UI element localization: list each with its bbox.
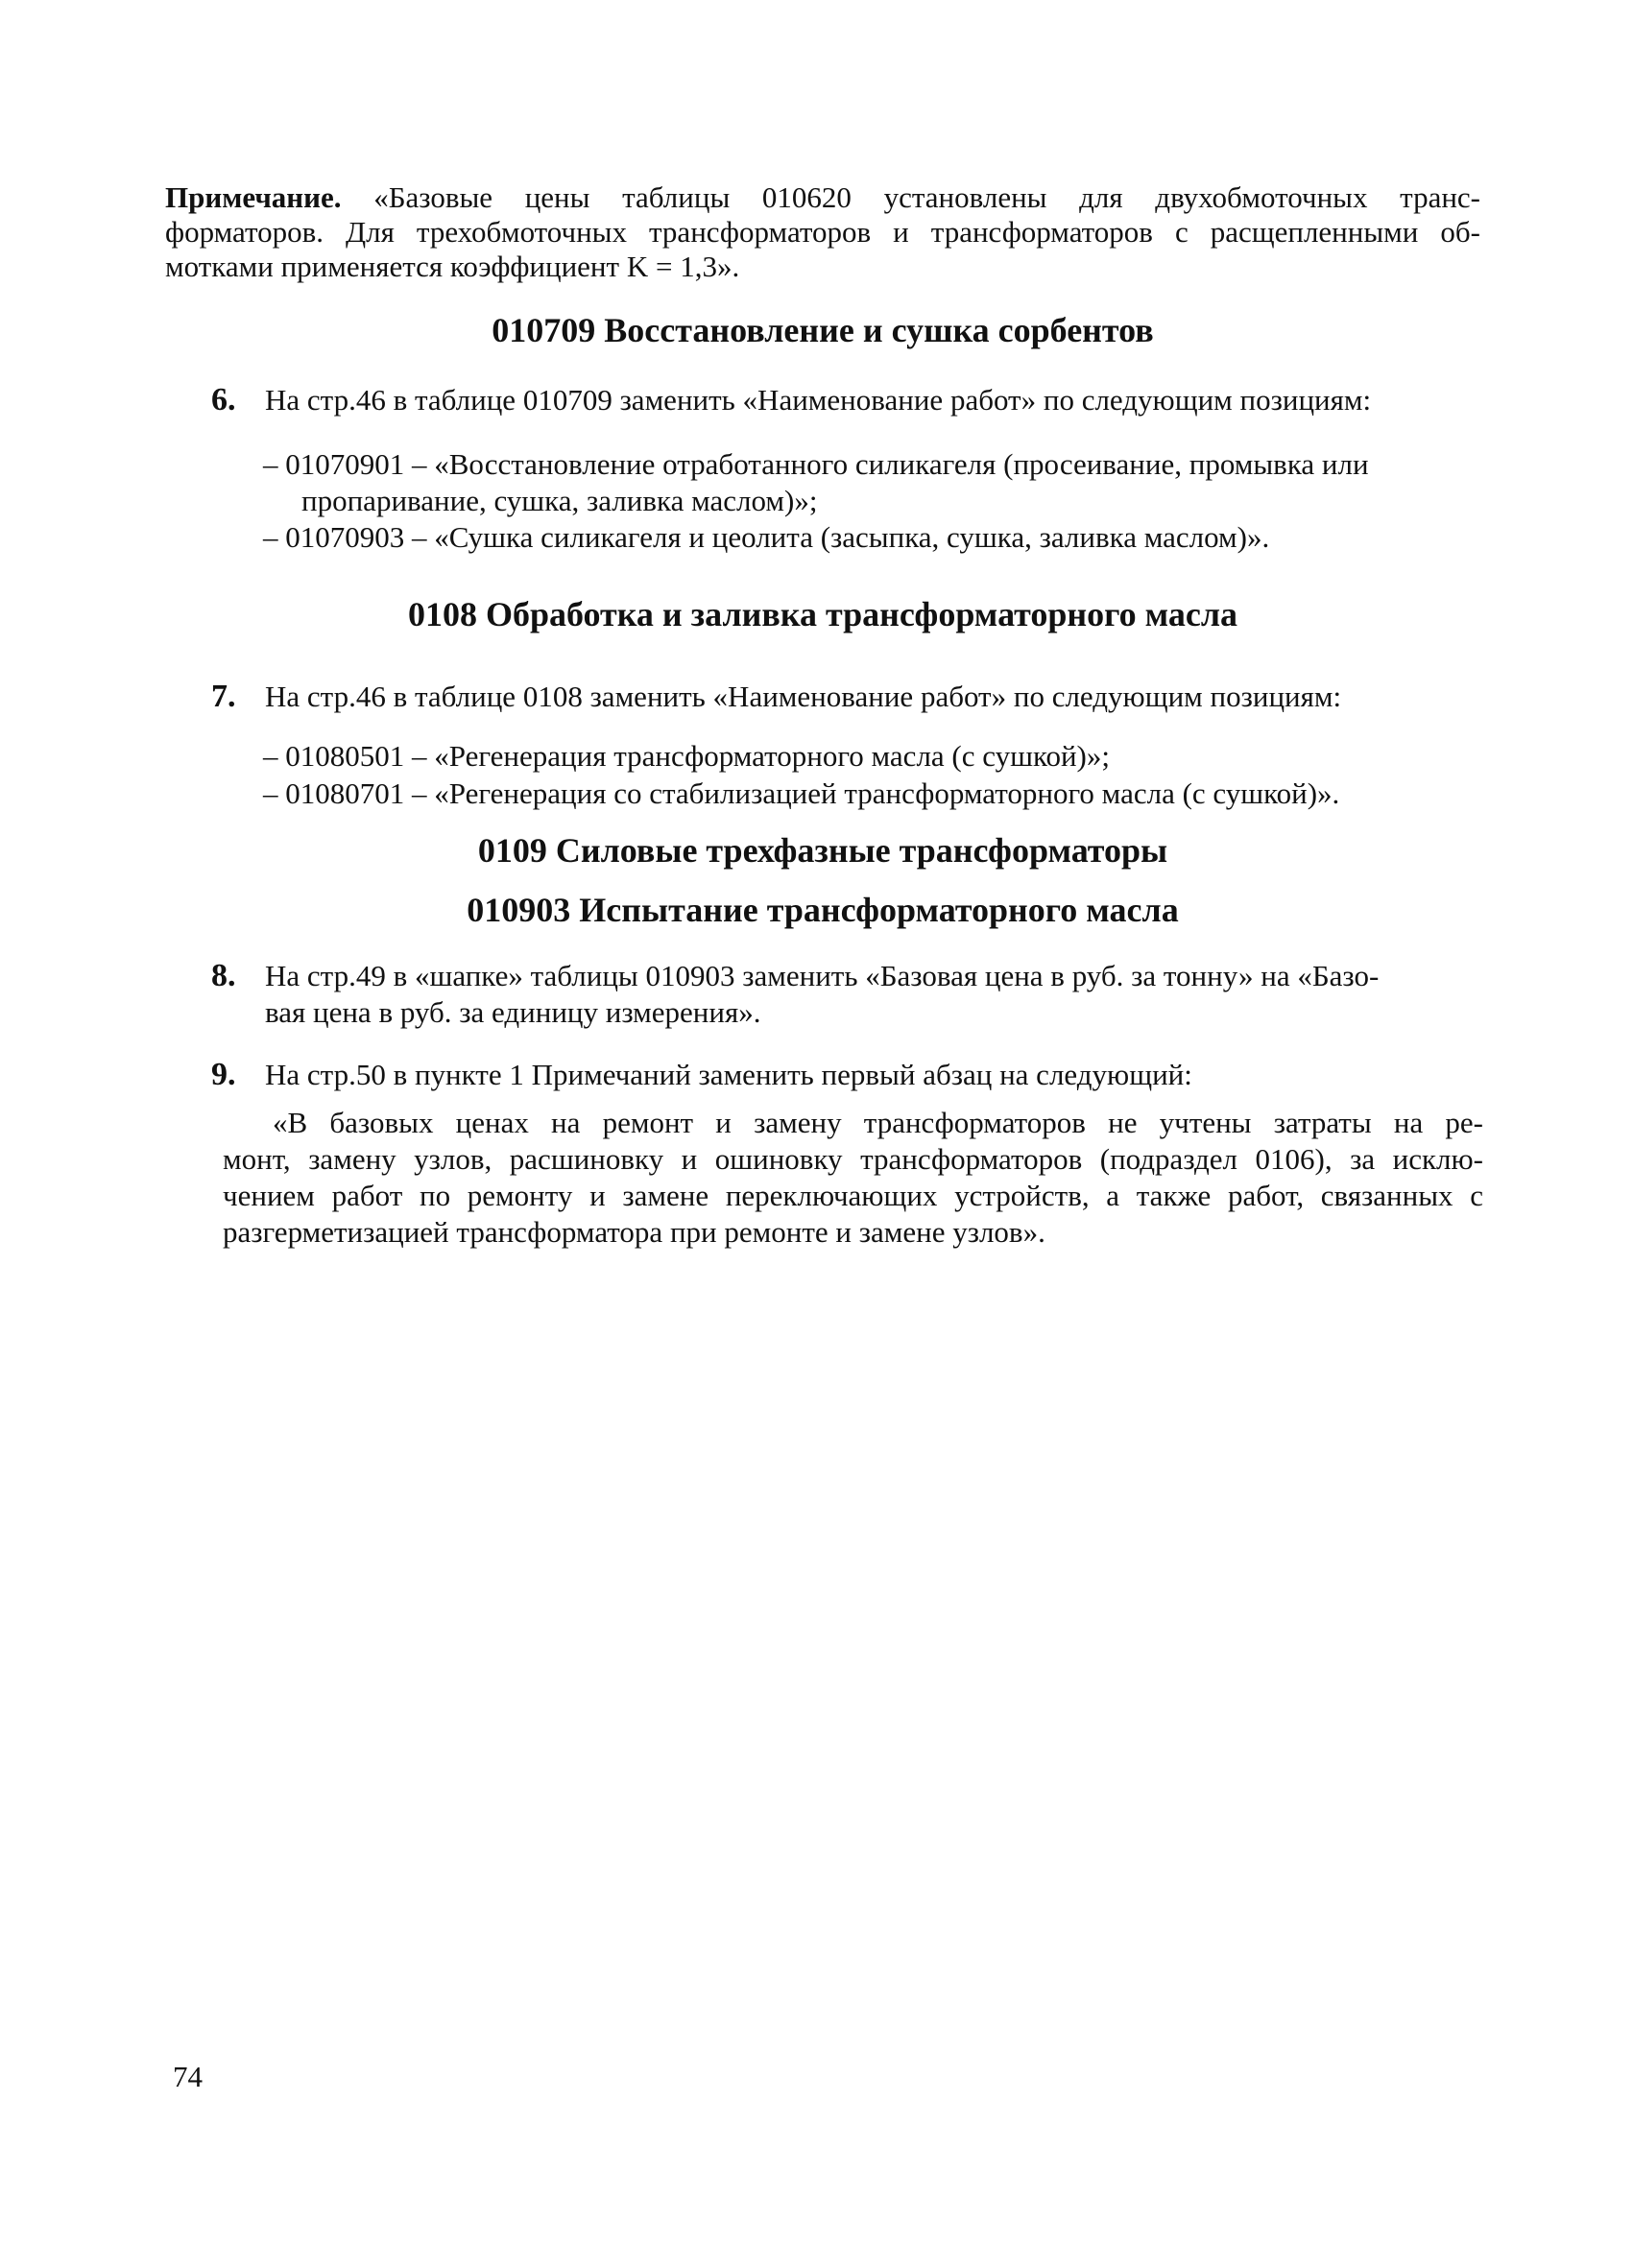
item-6-position-1-line-2: пропаривание, сушка, заливка маслом)»; xyxy=(301,484,818,517)
section-heading-010709: 010709 Восстановление и сушка сорбентов xyxy=(492,311,1154,349)
item-8-number: 8. xyxy=(211,958,236,993)
page-number: 74 xyxy=(173,2060,203,2093)
item-8-line-2: вая цена в руб. за единицу измерения». xyxy=(265,995,761,1029)
item-6-text: На стр.46 в таблице 010709 заменить «Наименование работ» по следующим позициям: xyxy=(265,383,1372,417)
quote-line-3: чением работ по ремонту и замене переключающих устройств, а также работ, связанных с xyxy=(223,1179,1483,1212)
item-6-position-01070901 xyxy=(263,446,1482,519)
item-6-position-1-line-1: – 01070901 – «Восстановление отработанного силикагеля (просеивание, промывка или xyxy=(263,447,1369,481)
item-9-number: 9. xyxy=(211,1057,236,1092)
quote-line-4: разгерметизацией трансформатора при ремонте и замене узлов». xyxy=(223,1215,1045,1249)
item-6-number: 6. xyxy=(211,382,236,418)
item-6-position-2-text: – 01070903 – «Сушка силикагеля и цеолита (засыпка, сушка, заливка маслом)». xyxy=(263,520,1270,554)
item-8-body xyxy=(265,958,1483,1031)
item-9-replacement-paragraph xyxy=(223,1105,1483,1251)
item-7-position-2-text: – 01080701 – «Регенерация со стабилизацией трансформаторного масла (с сушкой)». xyxy=(263,776,1340,810)
section-heading-0108: 0108 Обработка и заливка трансформаторного масла xyxy=(407,595,1238,633)
note-line-1-text: «Базовые цены таблицы 010620 установлены для двухобмоточных транс- xyxy=(373,180,1480,214)
item-7-position-01080701 xyxy=(263,776,1482,812)
section-heading-0109: 0109 Силовые трехфазные трансформаторы xyxy=(477,831,1168,870)
note-paragraph xyxy=(165,180,1480,284)
quote-line-2: монт, замену узлов, расшиновку и ошиновку трансформаторов (подраздел 0106), за исклю- xyxy=(223,1142,1483,1176)
item-8-line-1: На стр.49 в «шапке» таблицы 010903 заменить «Базовая цена в руб. за тонну» на «Базо- xyxy=(265,959,1380,992)
note-line-3: мотками применяется коэффициент K = 1,3». xyxy=(165,250,740,283)
quote-line-1: «В базовых ценах на ремонт и замену трансформаторов не учтены затраты на ре- xyxy=(273,1106,1483,1139)
item-6-position-01070903 xyxy=(263,519,1482,556)
item-9-text: На стр.50 в пункте 1 Примечаний заменить первый абзац на следующий: xyxy=(265,1058,1192,1091)
item-7-number: 7. xyxy=(211,679,236,714)
item-7-position-1-text: – 01080501 – «Регенерация трансформаторного масла (с сушкой)»; xyxy=(263,739,1110,773)
note-line-1 xyxy=(165,180,1480,215)
section-heading-010903: 010903 Испытание трансформаторного масла xyxy=(467,891,1179,929)
item-7-position-01080501 xyxy=(263,738,1482,775)
note-line-2: форматоров. Для трехобмоточных трансформаторов и трансформаторов с расщепленными об- xyxy=(165,215,1480,249)
item-7-text: На стр.46 в таблице 0108 заменить «Наименование работ» по следующим позициям: xyxy=(265,680,1342,713)
note-label: Примечание. xyxy=(165,180,342,214)
